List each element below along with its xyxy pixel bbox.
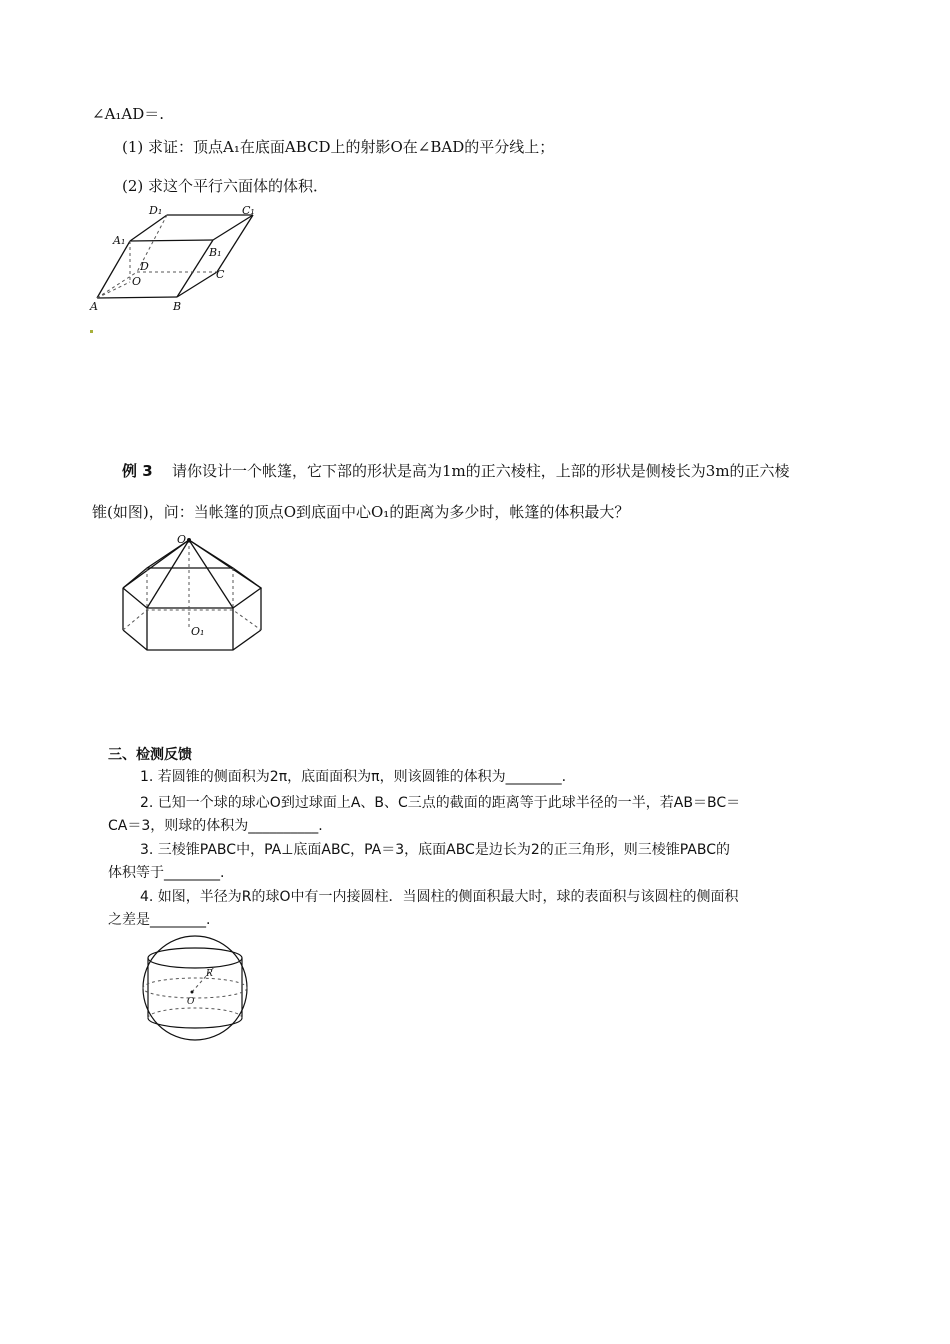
label-B: B (173, 300, 182, 313)
label-tent-O: O (177, 533, 187, 546)
label-O: O (132, 275, 142, 288)
label-A1: A₁ (113, 234, 126, 247)
sphere-cylinder-figure (135, 930, 255, 1045)
feedback-item-4-line-1: 4. 如图，半径为R的球O中有一内接圆柱．当圆柱的侧面积最大时，球的表面积与该圆柱的侧面积 (140, 889, 739, 905)
label-R: R (206, 969, 213, 979)
stray-mark (90, 330, 93, 333)
example-3-label: 例 3 (122, 462, 153, 480)
label-D: D (140, 260, 149, 273)
feedback-item-4-line-2: 之差是________. (108, 912, 211, 928)
label-sphere-O: O (187, 997, 195, 1007)
tent-figure (115, 530, 275, 655)
label-D1: D₁ (149, 204, 163, 217)
parallelepiped-figure (85, 200, 270, 340)
feedback-item-3-line-1: 3. 三棱锥PABC中，PA⊥底面ABC，PA＝3，底面ABC是边长为2的正三角形，则三棱锥PABC的 (140, 842, 731, 858)
section-3-title: 三、检测反馈 (108, 747, 192, 763)
label-C: C (216, 268, 225, 281)
question-2: (2) 求这个平行六面体的体积． (122, 177, 329, 195)
feedback-item-2-line-2: CA＝3，则球的体积为__________. (108, 818, 323, 834)
example-3-line-2: 锥(如图)，问：当帐篷的顶点O到底面中心O₁的距离为多少时，帐篷的体积最大？ (92, 503, 630, 521)
label-tent-O1: O₁ (191, 625, 205, 638)
label-B1: B₁ (209, 246, 222, 259)
feedback-item-1: 1. 若圆锥的侧面积为2π，底面面积为π，则该圆锥的体积为________. (140, 769, 567, 785)
label-A: A (90, 300, 98, 313)
feedback-item-3-line-2: 体积等于________. (108, 865, 225, 881)
feedback-item-2-line-1: 2. 已知一个球的球心O到过球面上A、B、C三点的截面的距离等于此球半径的一半，若AB＝BC＝ (140, 795, 741, 811)
question-1: (1) 求证：顶点A₁在底面ABCD上的射影O在∠BAD的平分线上； (122, 138, 555, 156)
top-line: ∠A₁AD＝. (92, 105, 165, 123)
example-3-line-1: 请你设计一个帐篷，它下部的形状是高为1m的正六棱柱，上部的形状是侧棱长为3m的正六棱 (172, 462, 790, 480)
label-C1: C₁ (242, 204, 255, 217)
